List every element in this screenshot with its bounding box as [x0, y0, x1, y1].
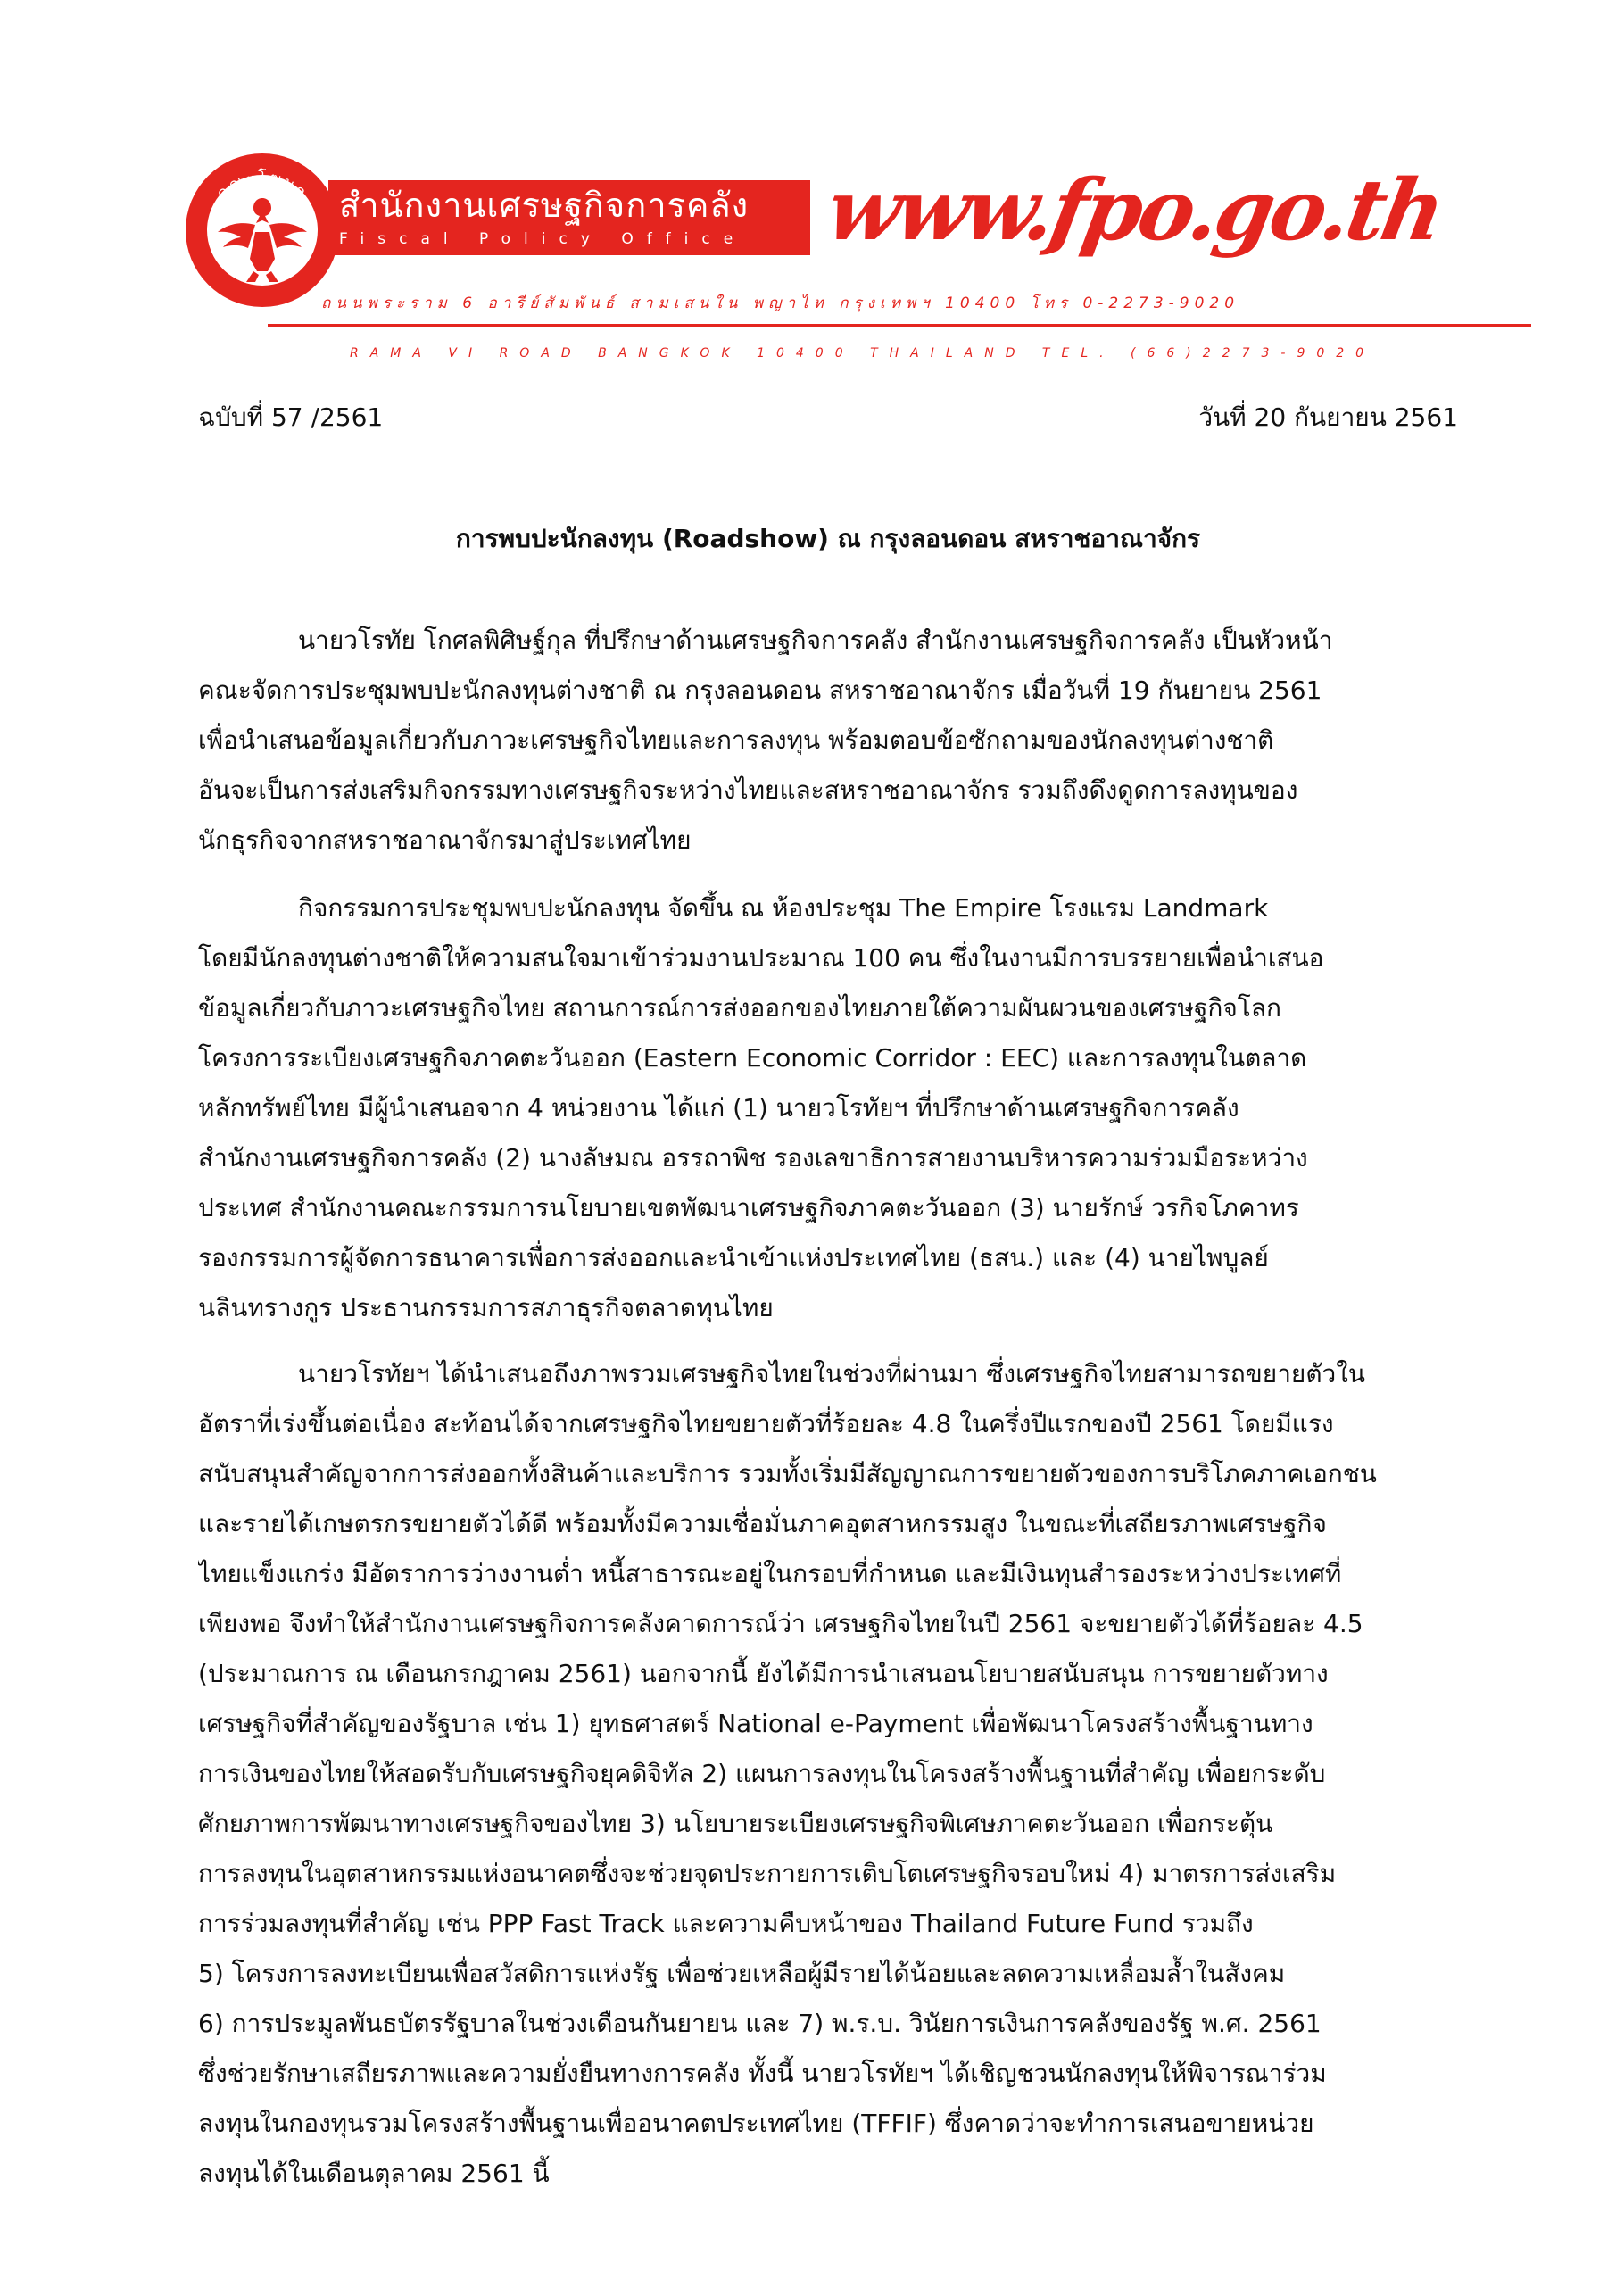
website-url[interactable]: www.fpo.go.th [819, 162, 1449, 260]
garuda-icon [182, 150, 343, 311]
paragraph-line: เศรษฐกิจที่สำคัญของรัฐบาล เช่น 1) ยุทธศาสตร์ National e-Payment เพื่อพัฒนาโครงสร้างพื้นฐานทาง [198, 1709, 1313, 1738]
paragraph-line: เพียงพอ จึงทำให้สำนักงานเศรษฐกิจการคลังคาดการณ์ว่า เศรษฐกิจไทยในปี 2561 จะขยายตัวได้ที่ร้อยละ 4.5 [198, 1609, 1363, 1638]
paragraph-2 [198, 883, 1458, 1333]
address-thai: ถนนพระราม 6 อารีย์สัมพันธ์ สามเสนใน พญาไท กรุงเทพฯ 10400 โทร 0-2273-9020 [321, 294, 1240, 312]
paragraph-line: การลงทุนในอุตสาหกรรมแห่งอนาคตซึ่งจะช่วยจุดประกายการเติบโตเศรษฐกิจรอบใหม่ 4) มาตรการส่งเสริม [198, 1859, 1337, 1888]
letterhead-divider [268, 324, 1531, 327]
paragraph-line: 6) การประมูลพันธบัตรรัฐบาลในช่วงเดือนกันยายน และ 7) พ.ร.บ. วินัยการเงินการคลังของรัฐ พ.ศ. 2561 [198, 2009, 1322, 2038]
paragraph-line: โดยมีนักลงทุนต่างชาติให้ความสนใจมาเข้าร่วมงานประมาณ 100 คน ซึ่งในงานมีการบรรยายเพื่อนำเสนอ [198, 943, 1324, 973]
paragraph-line: อันจะเป็นการส่งเสริมกิจกรรมทางเศรษฐกิจระหว่างไทยและสหราชอาณาจักร รวมถึงดึงดูดการลงทุนของ [198, 775, 1298, 805]
paragraph-line: กิจกรรมการประชุมพบปะนักลงทุน จัดขึ้น ณ ห้องประชุม The Empire โรงแรม Landmark [298, 893, 1269, 923]
paragraph-3 [198, 1349, 1458, 2199]
org-name-english: Fiscal Policy Office [339, 230, 747, 248]
paragraph-line: นลินทรางกูร ประธานกรรมการสภาธุรกิจตลาดทุนไทย [198, 1293, 774, 1322]
press-release-number: ฉบับที่ 57 /2561 [198, 402, 384, 432]
paragraph-line: อัตราที่เร่งขึ้นต่อเนื่อง สะท้อนได้จากเศรษฐกิจไทยขยายตัวที่ร้อยละ 4.8 ในครึ่งปีแรกของปี 2561 โดยมีแรง [198, 1409, 1334, 1438]
paragraph-line: สนับสนุนสำคัญจากการส่งออกทั้งสินค้าและบริการ รวมทั้งเริ่มมีสัญญาณการขยายตัวของการบริโภคภาคเอกชน [198, 1459, 1377, 1488]
paragraph-line: คณะจัดการประชุมพบปะนักลงทุนต่างชาติ ณ กรุงลอนดอน สหราชอาณาจักร เมื่อวันที่ 19 กันยายน 2561 [198, 676, 1322, 705]
paragraph-line: การเงินของไทยให้สอดรับกับเศรษฐกิจยุคดิจิทัล 2) แผนการลงทุนในโครงสร้างพื้นฐานที่สำคัญ เพื่อยกระดับ [198, 1759, 1326, 1788]
paragraph-line: และรายได้เกษตรกรขยายตัวได้ดี พร้อมทั้งมีความเชื่อมั่นภาคอุตสาหกรรมสูง ในขณะที่เสถียรภาพเศรษฐกิจ [198, 1509, 1327, 1538]
paragraph-line: ศักยภาพการพัฒนาทางเศรษฐกิจของไทย 3) นโยบายระเบียงเศรษฐกิจพิเศษภาคตะวันออก เพื่อกระตุ้น [198, 1809, 1273, 1838]
paragraph-line: ข้อมูลเกี่ยวกับภาวะเศรษฐกิจไทย สถานการณ์การส่งออกของไทยภายใต้ความผันผวนของเศรษฐกิจโลก [198, 993, 1281, 1023]
paragraph-line: (ประมาณการ ณ เดือนกรกฎาคม 2561) นอกจากนี้ ยังได้มีการนำเสนอนโยบายสนับสนุน การขยายตัวทาง [198, 1659, 1329, 1688]
paragraph-line: 5) โครงการลงทะเบียนเพื่อสวัสดิการแห่งรัฐ เพื่อช่วยเหลือผู้มีรายได้น้อยและลดความเหลื่อมล้ำในสังคม [198, 1959, 1286, 1988]
seal-text: คณะโฆษก [213, 168, 311, 203]
paragraph-line: นายวโรทัย โกศลพิศิษฐ์กุล ที่ปรึกษาด้านเศรษฐกิจการคลัง สำนักงานเศรษฐกิจการคลัง เป็นหัวหน้า [298, 626, 1333, 655]
fpo-seal-logo [182, 150, 343, 311]
paragraph-line: ลงทุนได้ในเดือนตุลาคม 2561 นี้ [198, 2159, 550, 2188]
paragraph-line: เพื่อนำเสนอข้อมูลเกี่ยวกับภาวะเศรษฐกิจไทยและการลงทุน พร้อมตอบข้อซักถามของนักลงทุนต่างชาติ [198, 725, 1274, 755]
paragraph-line: หลักทรัพย์ไทย มีผู้นำเสนอจาก 4 หน่วยงาน ได้แก่ (1) นายวโรทัยฯ ที่ปรึกษาด้านเศรษฐกิจการคลัง [198, 1093, 1239, 1123]
paragraph-line: ไทยแข็งแกร่ง มีอัตราการว่างงานต่ำ หนี้สาธารณะอยู่ในกรอบที่กำหนด และมีเงินทุนสำรองระหว่างประเทศที่ [198, 1559, 1342, 1588]
paragraph-line: รองกรรมการผู้จัดการธนาคารเพื่อการส่งออกและนำเข้าแห่งประเทศไทย (ธสน.) และ (4) นายไพบูลย์ [198, 1243, 1269, 1272]
paragraph-line: โครงการระเบียงเศรษฐกิจภาคตะวันออก (Eastern Economic Corridor : EEC) และการลงทุนในตลาด [198, 1043, 1307, 1073]
paragraph-line: สำนักงานเศรษฐกิจการคลัง (2) นางลัษมณ อรรถาพิช รองเลขาธิการสายงานบริหารความร่วมมือระหว่าง [198, 1143, 1308, 1173]
paragraph-line: นายวโรทัยฯ ได้นำเสนอถึงภาพรวมเศรษฐกิจไทยในช่วงที่ผ่านมา ซึ่งเศรษฐกิจไทยสามารถขยายตัวใน [298, 1359, 1366, 1388]
document-title: การพบปะนักลงทุน (Roadshow) ณ กรุงลอนดอน สหราชอาณาจักร [455, 524, 1201, 553]
paragraph-line: การร่วมลงทุนที่สำคัญ เช่น PPP Fast Track และความคืบหน้าของ Thailand Future Fund รวมถึง [198, 1909, 1254, 1938]
paragraph-1 [198, 616, 1458, 866]
paragraph-line: ซึ่งช่วยรักษาเสถียรภาพและความยั่งยืนทางการคลัง ทั้งนี้ นายวโรทัยฯ ได้เชิญชวนนักลงทุนให้พิจารณาร่วม [198, 2059, 1327, 2088]
paragraph-line: นักธุรกิจจากสหราชอาณาจักรมาสู่ประเทศไทย [198, 825, 692, 855]
paragraph-line: ลงทุนในกองทุนรวมโครงสร้างพื้นฐานเพื่ออนาคตประเทศไทย (TFFIF) ซึ่งคาดว่าจะทำการเสนอขายหน่วย [198, 2109, 1314, 2138]
org-name-thai: สำนักงานเศรษฐกิจการคลัง [339, 186, 750, 225]
paragraph-line: ประเทศ สำนักงานคณะกรรมการนโยบายเขตพัฒนาเศรษฐกิจภาคตะวันออก (3) นายรักษ์ วรกิจโภคาทร [198, 1193, 1299, 1223]
address-english: RAMA VI ROAD BANGKOK 10400 THAILAND TEL. (66)2273-9020 [350, 346, 1376, 361]
press-release-date: วันที่ 20 กันยายน 2561 [1198, 402, 1458, 432]
